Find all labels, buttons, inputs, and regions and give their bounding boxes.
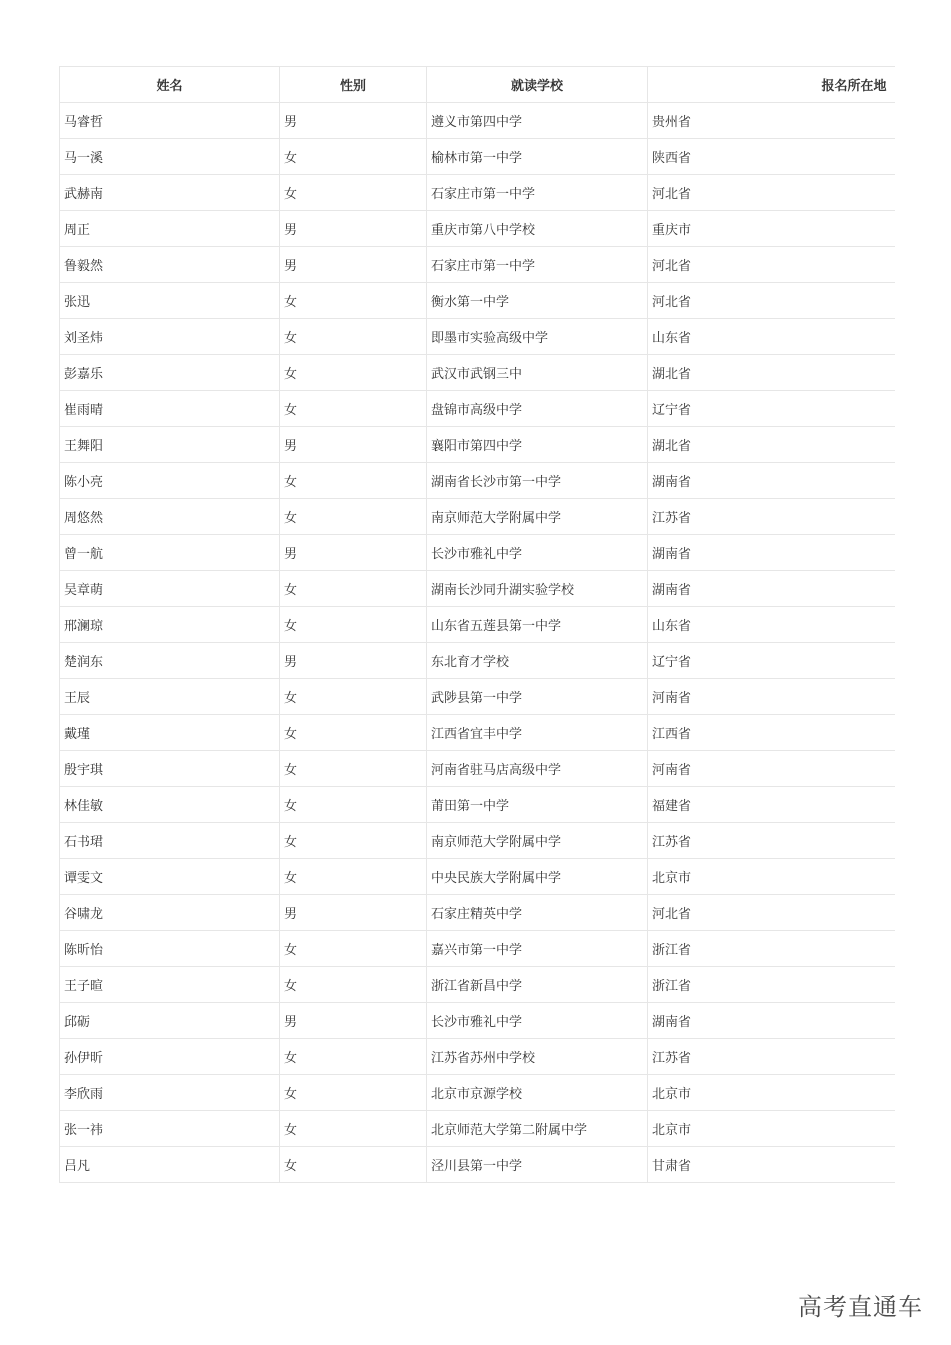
cell-gender: 男	[280, 535, 427, 571]
table-row	[60, 1147, 895, 1183]
cell-name: 邱砺	[60, 1003, 280, 1039]
cell-school: 长沙市雅礼中学	[427, 535, 648, 571]
cell-location: 湖北省	[648, 355, 895, 391]
table-row	[60, 751, 895, 787]
cell-school: 莆田第一中学	[427, 787, 648, 823]
cell-location: 湖北省	[648, 427, 895, 463]
cell-location: 北京市	[648, 1075, 895, 1111]
cell-gender: 男	[280, 103, 427, 139]
table-row	[60, 715, 895, 751]
cell-name: 石书珺	[60, 823, 280, 859]
cell-name: 李欣雨	[60, 1075, 280, 1111]
table-row	[60, 859, 895, 895]
table-row	[60, 823, 895, 859]
cell-name: 戴瑾	[60, 715, 280, 751]
cell-location: 甘肃省	[648, 1147, 895, 1183]
cell-location: 河南省	[648, 679, 895, 715]
cell-school: 东北育才学校	[427, 643, 648, 679]
cell-name: 孙伊昕	[60, 1039, 280, 1075]
cell-location: 湖南省	[648, 463, 895, 499]
cell-location: 湖南省	[648, 535, 895, 571]
cell-name: 殷宇琪	[60, 751, 280, 787]
cell-gender: 男	[280, 211, 427, 247]
cell-school: 河南省驻马店高级中学	[427, 751, 648, 787]
cell-location: 浙江省	[648, 931, 895, 967]
cell-location: 江苏省	[648, 499, 895, 535]
cell-school: 遵义市第四中学	[427, 103, 648, 139]
table-row	[60, 1039, 895, 1075]
cell-gender: 男	[280, 427, 427, 463]
cell-school: 南京师范大学附属中学	[427, 823, 648, 859]
cell-name: 楚润东	[60, 643, 280, 679]
cell-gender: 女	[280, 139, 427, 175]
cell-gender: 女	[280, 967, 427, 1003]
cell-gender: 女	[280, 751, 427, 787]
cell-name: 陈昕怡	[60, 931, 280, 967]
cell-name: 王辰	[60, 679, 280, 715]
table-row	[60, 895, 895, 931]
cell-school: 江西省宜丰中学	[427, 715, 648, 751]
student-list-table	[59, 66, 895, 1183]
header-school: 就读学校	[427, 67, 648, 103]
table-row	[60, 427, 895, 463]
header-location: 报名所在地	[648, 67, 895, 103]
cell-location: 福建省	[648, 787, 895, 823]
cell-name: 周正	[60, 211, 280, 247]
header-name: 姓名	[60, 67, 280, 103]
table-row	[60, 607, 895, 643]
cell-gender: 女	[280, 859, 427, 895]
cell-school: 湖南长沙同升湖实验学校	[427, 571, 648, 607]
cell-location: 河北省	[648, 175, 895, 211]
cell-location: 江苏省	[648, 1039, 895, 1075]
cell-school: 长沙市雅礼中学	[427, 1003, 648, 1039]
cell-location: 河南省	[648, 751, 895, 787]
cell-name: 崔雨晴	[60, 391, 280, 427]
cell-school: 北京市京源学校	[427, 1075, 648, 1111]
table-row	[60, 499, 895, 535]
cell-gender: 女	[280, 1039, 427, 1075]
cell-school: 衡水第一中学	[427, 283, 648, 319]
cell-gender: 女	[280, 607, 427, 643]
cell-name: 邢澜琼	[60, 607, 280, 643]
cell-gender: 女	[280, 715, 427, 751]
table-row	[60, 1003, 895, 1039]
table-row	[60, 283, 895, 319]
table-row	[60, 103, 895, 139]
cell-location: 陕西省	[648, 139, 895, 175]
cell-name: 谭雯文	[60, 859, 280, 895]
cell-name: 彭嘉乐	[60, 355, 280, 391]
cell-school: 重庆市第八中学校	[427, 211, 648, 247]
cell-name: 武赫南	[60, 175, 280, 211]
cell-gender: 女	[280, 499, 427, 535]
cell-school: 即墨市实验高级中学	[427, 319, 648, 355]
table-row	[60, 787, 895, 823]
cell-gender: 女	[280, 823, 427, 859]
cell-gender: 女	[280, 319, 427, 355]
cell-gender: 女	[280, 571, 427, 607]
table-row	[60, 319, 895, 355]
cell-name: 吴章萌	[60, 571, 280, 607]
cell-gender: 男	[280, 643, 427, 679]
cell-location: 辽宁省	[648, 643, 895, 679]
cell-school: 石家庄市第一中学	[427, 175, 648, 211]
cell-school: 北京师范大学第二附属中学	[427, 1111, 648, 1147]
cell-school: 中央民族大学附属中学	[427, 859, 648, 895]
cell-school: 湖南省长沙市第一中学	[427, 463, 648, 499]
cell-name: 林佳敏	[60, 787, 280, 823]
cell-name: 王舞阳	[60, 427, 280, 463]
table-row	[60, 139, 895, 175]
cell-gender: 女	[280, 283, 427, 319]
table-row	[60, 211, 895, 247]
cell-name: 周悠然	[60, 499, 280, 535]
cell-school: 南京师范大学附属中学	[427, 499, 648, 535]
cell-name: 马睿哲	[60, 103, 280, 139]
cell-name: 鲁毅然	[60, 247, 280, 283]
cell-location: 河北省	[648, 895, 895, 931]
cell-gender: 女	[280, 463, 427, 499]
cell-name: 陈小亮	[60, 463, 280, 499]
table-row	[60, 535, 895, 571]
cell-location: 山东省	[648, 319, 895, 355]
cell-location: 山东省	[648, 607, 895, 643]
watermark-text: 高考直通车	[798, 1293, 923, 1321]
cell-school: 嘉兴市第一中学	[427, 931, 648, 967]
cell-gender: 女	[280, 679, 427, 715]
cell-school: 江苏省苏州中学校	[427, 1039, 648, 1075]
header-gender: 性别	[280, 67, 427, 103]
cell-school: 襄阳市第四中学	[427, 427, 648, 463]
table-row	[60, 931, 895, 967]
cell-school: 武汉市武钢三中	[427, 355, 648, 391]
table-row	[60, 967, 895, 1003]
table-row	[60, 355, 895, 391]
cell-name: 曾一航	[60, 535, 280, 571]
cell-location: 湖南省	[648, 571, 895, 607]
cell-gender: 男	[280, 895, 427, 931]
cell-name: 谷啸龙	[60, 895, 280, 931]
cell-gender: 女	[280, 787, 427, 823]
cell-location: 河北省	[648, 283, 895, 319]
table-header-row	[60, 67, 895, 103]
cell-gender: 女	[280, 1075, 427, 1111]
cell-location: 河北省	[648, 247, 895, 283]
cell-location: 重庆市	[648, 211, 895, 247]
cell-location: 湖南省	[648, 1003, 895, 1039]
cell-school: 石家庄精英中学	[427, 895, 648, 931]
student-list-table-wrapper	[59, 66, 894, 1183]
cell-school: 浙江省新昌中学	[427, 967, 648, 1003]
cell-gender: 男	[280, 1003, 427, 1039]
cell-location: 辽宁省	[648, 391, 895, 427]
table-row	[60, 247, 895, 283]
table-row	[60, 391, 895, 427]
cell-name: 张一祎	[60, 1111, 280, 1147]
cell-location: 江苏省	[648, 823, 895, 859]
cell-school: 盘锦市高级中学	[427, 391, 648, 427]
table-row	[60, 643, 895, 679]
cell-location: 北京市	[648, 1111, 895, 1147]
table-row	[60, 463, 895, 499]
cell-location: 江西省	[648, 715, 895, 751]
table-body	[60, 103, 895, 1183]
cell-gender: 男	[280, 247, 427, 283]
cell-name: 刘圣炜	[60, 319, 280, 355]
cell-name: 王子暄	[60, 967, 280, 1003]
table-row	[60, 1111, 895, 1147]
cell-gender: 女	[280, 1147, 427, 1183]
cell-school: 泾川县第一中学	[427, 1147, 648, 1183]
table-row	[60, 1075, 895, 1111]
table-row	[60, 175, 895, 211]
cell-school: 榆林市第一中学	[427, 139, 648, 175]
cell-location: 北京市	[648, 859, 895, 895]
cell-gender: 女	[280, 931, 427, 967]
cell-school: 山东省五莲县第一中学	[427, 607, 648, 643]
cell-gender: 女	[280, 391, 427, 427]
table-row	[60, 571, 895, 607]
cell-name: 吕凡	[60, 1147, 280, 1183]
cell-location: 浙江省	[648, 967, 895, 1003]
cell-location: 贵州省	[648, 103, 895, 139]
cell-name: 马一溪	[60, 139, 280, 175]
cell-school: 石家庄市第一中学	[427, 247, 648, 283]
cell-gender: 女	[280, 1111, 427, 1147]
cell-gender: 女	[280, 355, 427, 391]
cell-gender: 女	[280, 175, 427, 211]
cell-name: 张迅	[60, 283, 280, 319]
cell-school: 武陟县第一中学	[427, 679, 648, 715]
table-row	[60, 679, 895, 715]
